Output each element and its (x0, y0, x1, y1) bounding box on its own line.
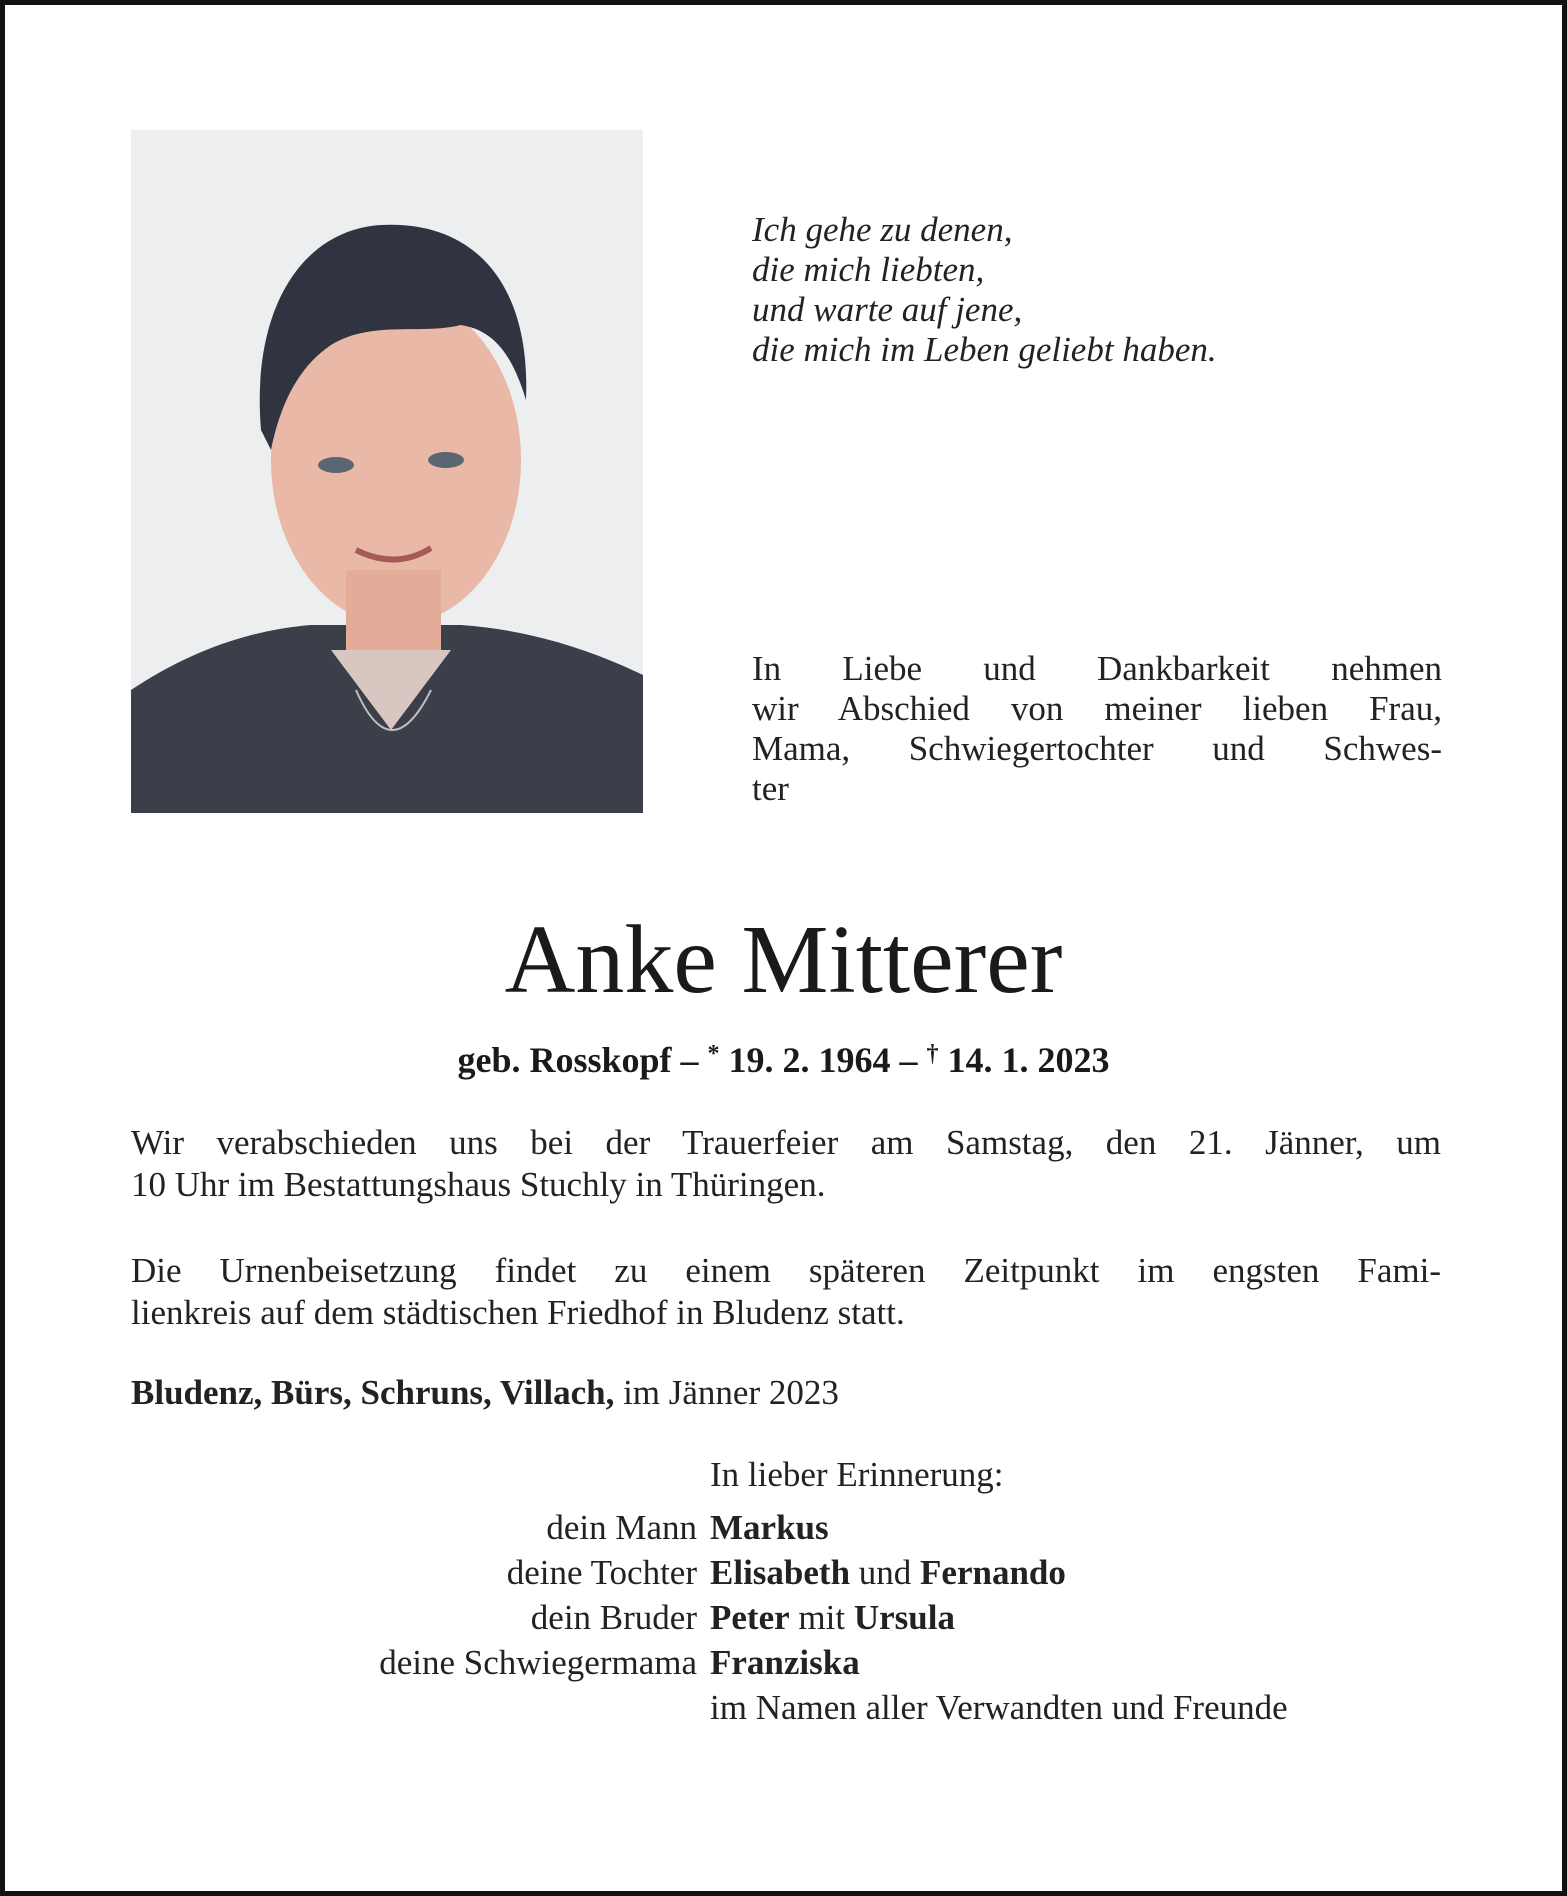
month-year: im Jänner 2023 (614, 1373, 839, 1412)
family-signature (5, 1505, 1562, 1730)
family-row (5, 1595, 1562, 1640)
burial-line: Die Urnenbeisetzung findet zu einem späteren Zeitpunkt im engsten Fami- (131, 1251, 1441, 1290)
remembrance-intro: In lieber Erinnerung: (710, 1455, 1004, 1494)
birth-name: geb. Rosskopf – (457, 1040, 708, 1080)
family-names (710, 1505, 829, 1550)
place-date-line (131, 1372, 1441, 1414)
relation-label: dein Bruder (530, 1598, 697, 1637)
name-connector: und (850, 1553, 921, 1592)
burial-line: lienkreis auf dem städtischen Friedhof in Bludenz statt. (131, 1293, 905, 1332)
farewell-line: In Liebe und Dankbarkeit nehmen (752, 649, 1442, 688)
quote-line: Ich gehe zu denen, (752, 210, 1013, 249)
family-name: Fernando (920, 1553, 1066, 1592)
birth-date: 19. 2. 1964 – (719, 1040, 927, 1080)
relation-label: deine Schwiegermama (379, 1643, 697, 1682)
portrait-image (131, 130, 643, 813)
family-row (5, 1640, 1562, 1685)
life-dates (5, 1037, 1562, 1083)
family-name: Elisabeth (710, 1553, 851, 1592)
ceremony-paragraph (131, 1122, 1441, 1206)
birth-symbol: * (707, 1041, 720, 1067)
family-name: Ursula (853, 1598, 955, 1637)
family-names (710, 1550, 1066, 1595)
relation-label: deine Tochter (506, 1553, 697, 1592)
quote-line: und warte auf jene, (752, 290, 1023, 329)
farewell-line: Mama, Schwiegertochter und Schwes- (752, 729, 1442, 768)
family-row (5, 1550, 1562, 1595)
family-names (710, 1595, 955, 1640)
family-name: Franziska (710, 1643, 860, 1682)
name-connector: mit (789, 1598, 854, 1637)
places: Bludenz, Bürs, Schruns, Villach, (131, 1373, 615, 1412)
family-row (5, 1505, 1562, 1550)
family-name: Markus (710, 1508, 829, 1547)
death-date: 14. 1. 2023 (938, 1040, 1110, 1080)
ceremony-line: 10 Uhr im Bestattungshaus Stuchly in Thüringen. (131, 1165, 826, 1204)
farewell-line: ter (752, 769, 789, 808)
farewell-quote (752, 210, 1217, 370)
portrait-photo (131, 130, 643, 813)
family-row (5, 1685, 1562, 1730)
quote-line: die mich im Leben geliebt haben. (752, 330, 1217, 369)
family-names (710, 1640, 860, 1685)
farewell-text (752, 649, 1442, 809)
ceremony-line: Wir verabschieden uns bei der Trauerfeier am Samstag, den 21. Jänner, um (131, 1123, 1441, 1162)
deceased-name: Anke Mitterer (504, 906, 1063, 1014)
family-name: Peter (710, 1598, 790, 1637)
burial-paragraph (131, 1250, 1441, 1334)
family-names (710, 1685, 1288, 1730)
closing-line: im Namen aller Verwandten und Freunde (710, 1688, 1288, 1727)
quote-line: die mich liebten, (752, 250, 985, 289)
death-symbol: † (926, 1041, 939, 1067)
relation-label: dein Mann (546, 1508, 697, 1547)
farewell-line: wir Abschied von meiner lieben Frau, (752, 689, 1442, 728)
